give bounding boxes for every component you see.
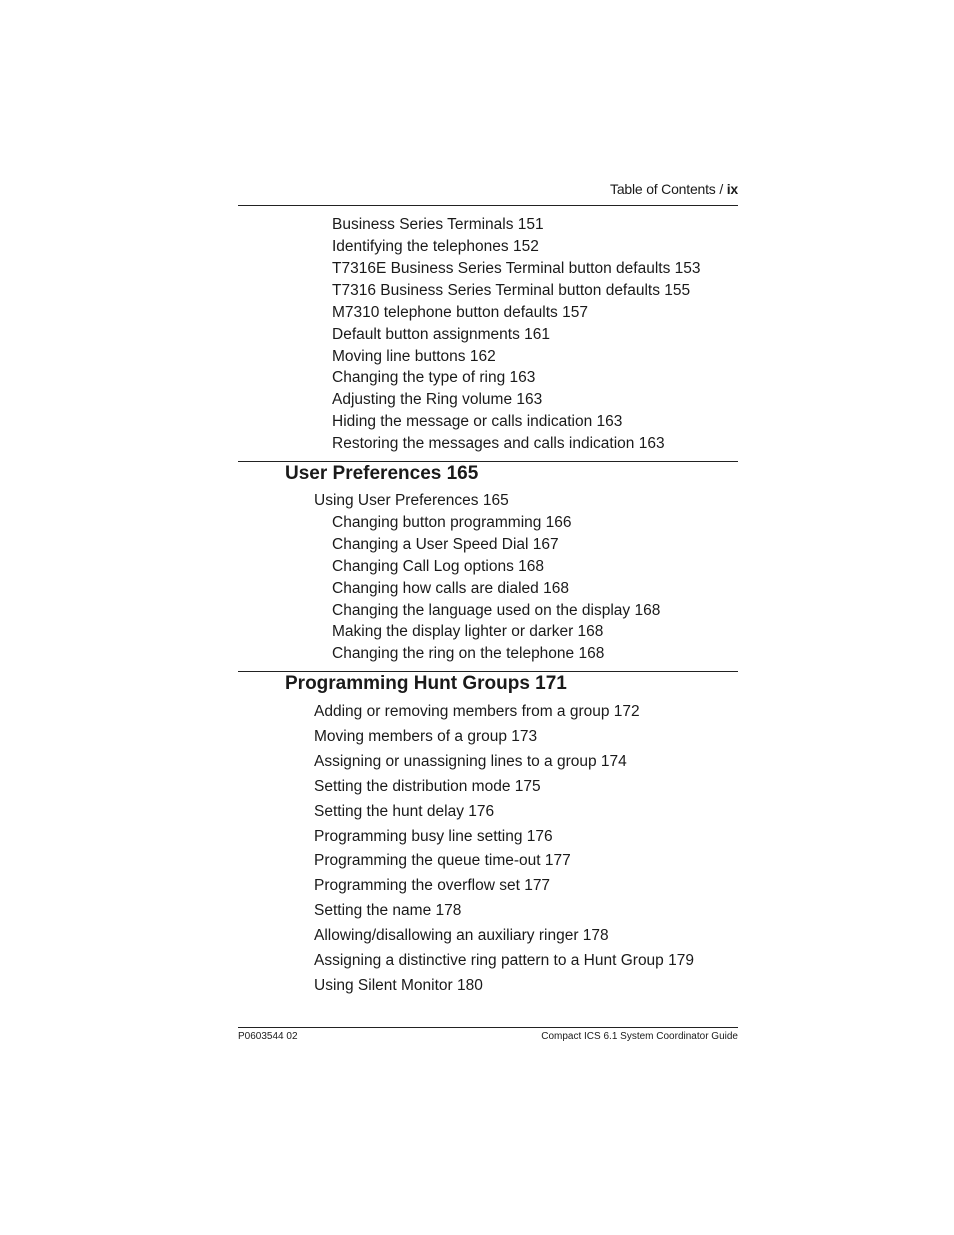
toc-entry[interactable]: Changing how calls are dialed 168	[332, 580, 569, 597]
toc-entry[interactable]: Changing button programming 166	[332, 514, 572, 531]
chapter-title-hunt-groups[interactable]: Programming Hunt Groups 171	[285, 673, 567, 694]
toc-entry[interactable]: Making the display lighter or darker 168	[332, 623, 604, 640]
toc-entry[interactable]: T7316 Business Series Terminal button defaults 155	[332, 282, 691, 299]
toc-entry[interactable]: Business Series Terminals 151	[332, 216, 544, 233]
toc-entry[interactable]: Restoring the messages and calls indication 163	[332, 435, 665, 452]
page-header	[238, 179, 738, 199]
toc-entry[interactable]: Adjusting the Ring volume 163	[332, 391, 543, 408]
toc-section[interactable]: Setting the distribution mode 175	[314, 778, 541, 795]
toc-section[interactable]: Adding or removing members from a group 172	[314, 703, 640, 720]
toc-section[interactable]: Allowing/disallowing an auxiliary ringer 178	[314, 927, 609, 944]
toc-entry[interactable]: Moving line buttons 162	[332, 348, 496, 365]
toc-section[interactable]: Assigning or unassigning lines to a group 174	[314, 753, 627, 770]
toc-section[interactable]: Assigning a distinctive ring pattern to a Hunt Group 179	[314, 952, 694, 969]
footer-doc-number: P0603544 02	[238, 1031, 298, 1042]
toc-entry[interactable]: T7316E Business Series Terminal button defaults 153	[332, 260, 701, 277]
toc-entry[interactable]: Default button assignments 161	[332, 326, 550, 343]
toc-entry[interactable]: Changing the type of ring 163	[332, 369, 536, 386]
toc-entry[interactable]: Changing a User Speed Dial 167	[332, 536, 559, 553]
toc-section[interactable]: Programming busy line setting 176	[314, 828, 553, 845]
toc-section[interactable]: Using User Preferences 165	[314, 492, 509, 509]
toc-section[interactable]: Programming the queue time-out 177	[314, 852, 571, 869]
toc-entry[interactable]: Hiding the message or calls indication 163	[332, 413, 623, 430]
toc-entry[interactable]: M7310 telephone button defaults 157	[332, 304, 588, 321]
toc-section[interactable]: Using Silent Monitor 180	[314, 977, 483, 994]
footer-rule	[238, 1027, 738, 1028]
toc-section[interactable]: Moving members of a group 173	[314, 728, 538, 745]
toc-entry[interactable]: Changing the language used on the display 168	[332, 602, 661, 619]
toc-entry[interactable]: Identifying the telephones 152	[332, 238, 539, 255]
toc-section[interactable]: Setting the hunt delay 176	[314, 803, 495, 820]
header-title: Table of Contents	[610, 181, 716, 197]
footer-book-title: Compact ICS 6.1 System Coordinator Guide	[541, 1031, 738, 1042]
header-rule	[238, 205, 738, 206]
toc-entry[interactable]: Changing Call Log options 168	[332, 558, 544, 575]
toc-section[interactable]: Setting the name 178	[314, 902, 462, 919]
header-page-number: ix	[726, 181, 738, 197]
toc-entry[interactable]: Changing the ring on the telephone 168	[332, 645, 605, 662]
chapter-title-user-preferences[interactable]: User Preferences 165	[285, 463, 479, 484]
toc-section[interactable]: Programming the overflow set 177	[314, 877, 551, 894]
header-separator: /	[719, 181, 724, 197]
